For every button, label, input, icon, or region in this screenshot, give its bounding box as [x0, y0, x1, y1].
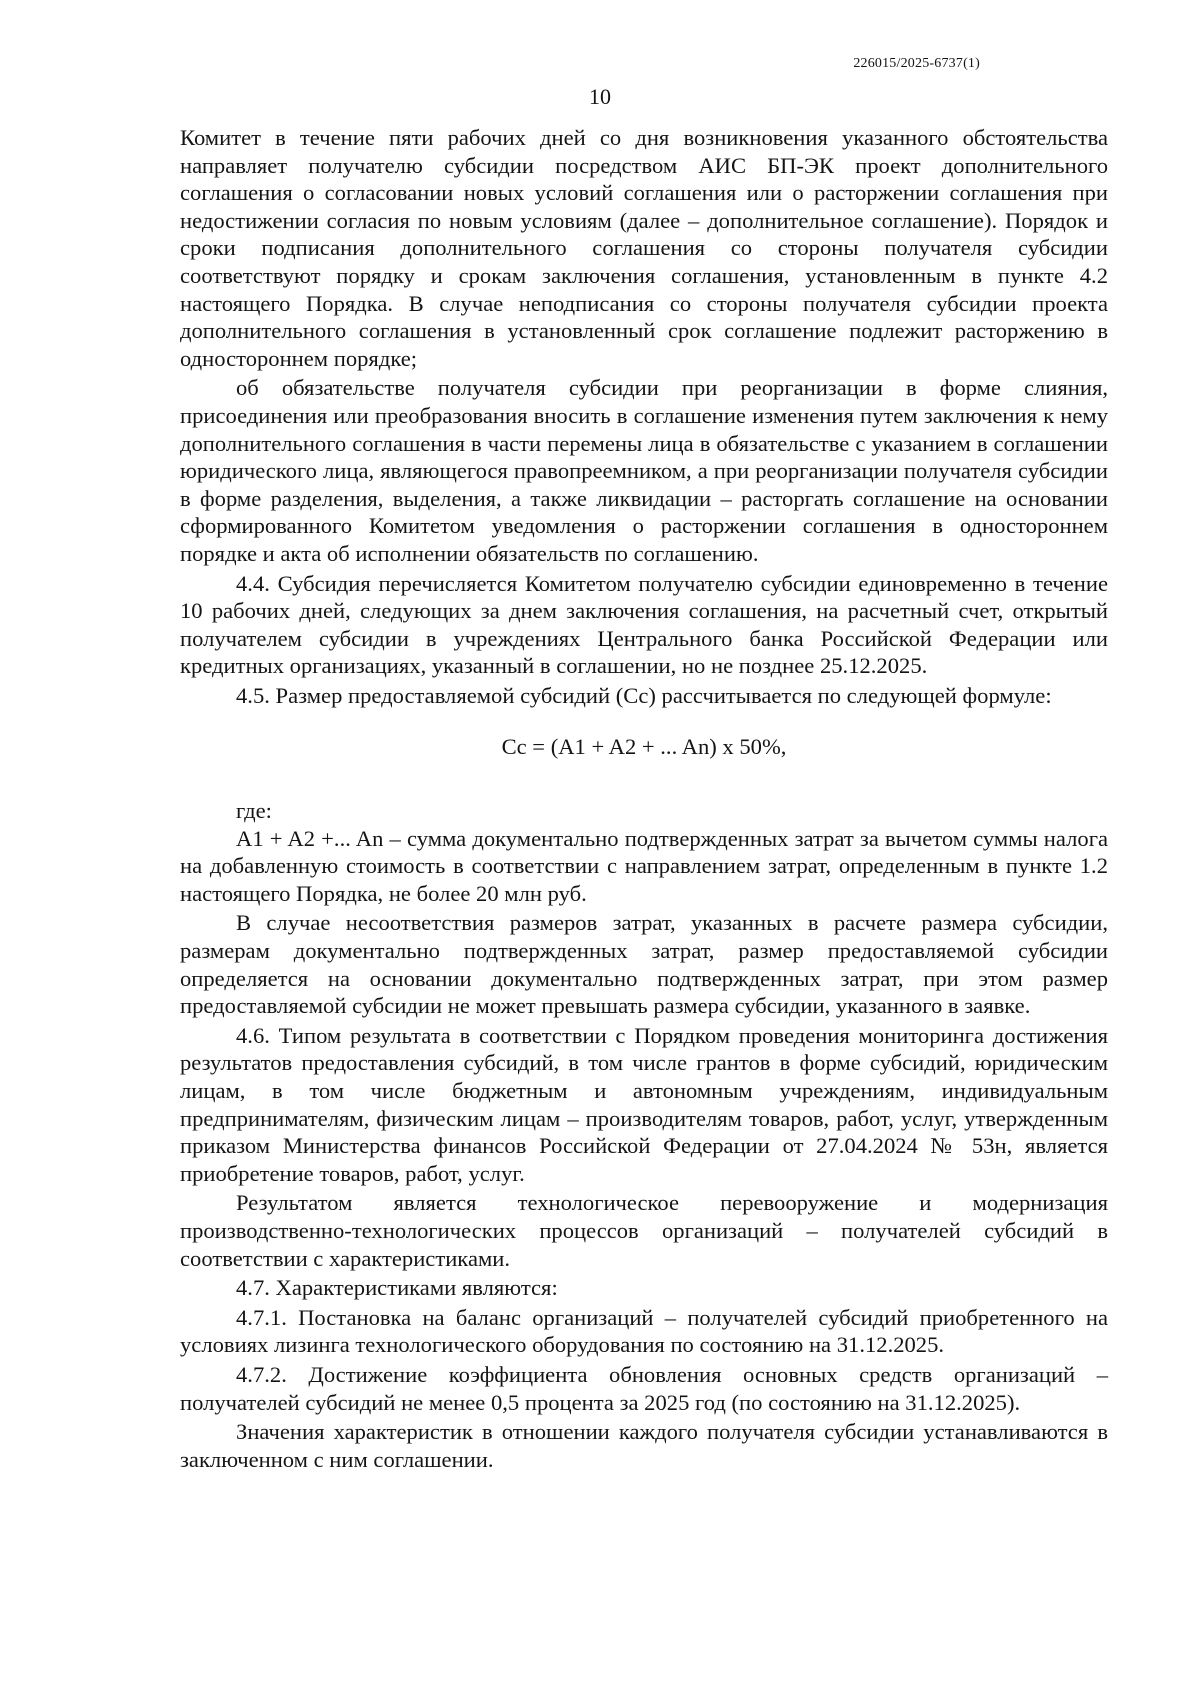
paragraph-4-4: 4.4. Субсидия перечисляется Комитетом получателю субсидии единовременно в течение 10 рабочих дней, следующих за днем заключения соглашения, на расчетный счет, открытый получателем субсидии в учреждениях Центрального банка Российской Федерации или кредитных организациях, указанный в соглашении, но не позднее 25.12.2025. [180, 570, 1108, 679]
paragraph-4-7-2: 4.7.2. Достижение коэффициента обновления основных средств организаций – получателей субсидий не менее 0,5 процента за 2025 год (по состоянию на 31.12.2025). [180, 1361, 1108, 1415]
paragraph-4-7: 4.7. Характеристиками являются: [236, 1275, 558, 1301]
paragraph-characteristics-values: Значения характеристик в отношении каждого получателя субсидии устанавливаются в заключенном с ним соглашении. [180, 1419, 1108, 1472]
paragraph-where: где: [236, 798, 272, 824]
paragraph-result: Результатом является технологическое перевооружение и модернизация производственно-технологических процессов организаций – получателей субсидий в соответствии с характеристиками. [180, 1190, 1108, 1271]
paragraph-reorganization: об обязательстве получателя субсидии при реорганизации в форме слияния, присоединения или преобразования вносить в соглашение изменения путем заключения к нему дополнительного соглашения в части перемены лица в обязательстве с указанием в соглашении юридического лица, являющегося правопреемником, а при реорганизации получателя субсидии в форме разделения, выделения, а также ликвидации – расторгать соглашение на основании сформированного Комитетом уведомления о расторжении соглашения в одностороннем порядке и акта об исполнении обязательств по соглашению. [180, 375, 1108, 566]
paragraph-cost-mismatch: В случае несоответствия размеров затрат, указанных в расчете размера субсидии, размерам документально подтвержденных затрат, размер предоставляемой субсидии определяется на основании документально подтвержденных затрат, при этом размер предоставляемой субсидии не может превышать размера субсидии, указанного в заявке. [180, 910, 1108, 1019]
page-number: 10 [589, 84, 611, 109]
document-body [180, 124, 1108, 1473]
paragraph-4-7-1: 4.7.1. Постановка на баланс организаций – получателей субсидий приобретенного на условиях лизинга технологического оборудования по состоянию на 31.12.2025. [180, 1304, 1108, 1358]
paragraph-4-6: 4.6. Типом результата в соответствии с Порядком проведения мониторинга достижения результатов предоставления субсидий, в том числе грантов в форме субсидий, юридическим лицам, в том числе бюджетным и автономным учреждениям, индивидуальным предпринимателям, физическим лицам – производителям товаров, работ, услуг, утвержденным приказом Министерства финансов Российской Федерации от 27.04.2024 № 53н, является приобретение товаров, работ, услуг. [180, 1022, 1108, 1186]
document-id: 226015/2025-6737(1) [853, 56, 980, 71]
paragraph-4-5: 4.5. Размер предоставляемой субсидий (Cc) рассчитывается по следующей формуле: [236, 682, 1052, 708]
paragraph-costs-definition: A1 + A2 +... An – сумма документально подтвержденных затрат за вычетом суммы налога на добавленную стоимость в соответствии с направлением затрат, определенным в пункте 1.2 настоящего Порядка, не более 20 млн руб. [180, 825, 1108, 906]
subsidy-formula: Cc = (A1 + A2 + ... An) x 50%, [501, 734, 787, 760]
paragraph-committee-notice: Комитет в течение пяти рабочих дней со дня возникновения указанного обстоятельства направляет получателю субсидии посредством АИС БП-ЭК проект дополнительного соглашения о согласовании новых условий соглашения или о расторжении соглашения при недостижении согласия по новым условиям (далее – дополнительное соглашение). Порядок и сроки подписания дополнительного соглашения со стороны получателя субсидии соответствуют порядку и срокам заключения соглашения, установленным в пункте 4.2 настоящего Порядка. В случае неподписания со стороны получателя субсидии проекта дополнительного соглашения в установленный срок соглашение подлежит расторжению в одностороннем порядке; [180, 125, 1108, 371]
